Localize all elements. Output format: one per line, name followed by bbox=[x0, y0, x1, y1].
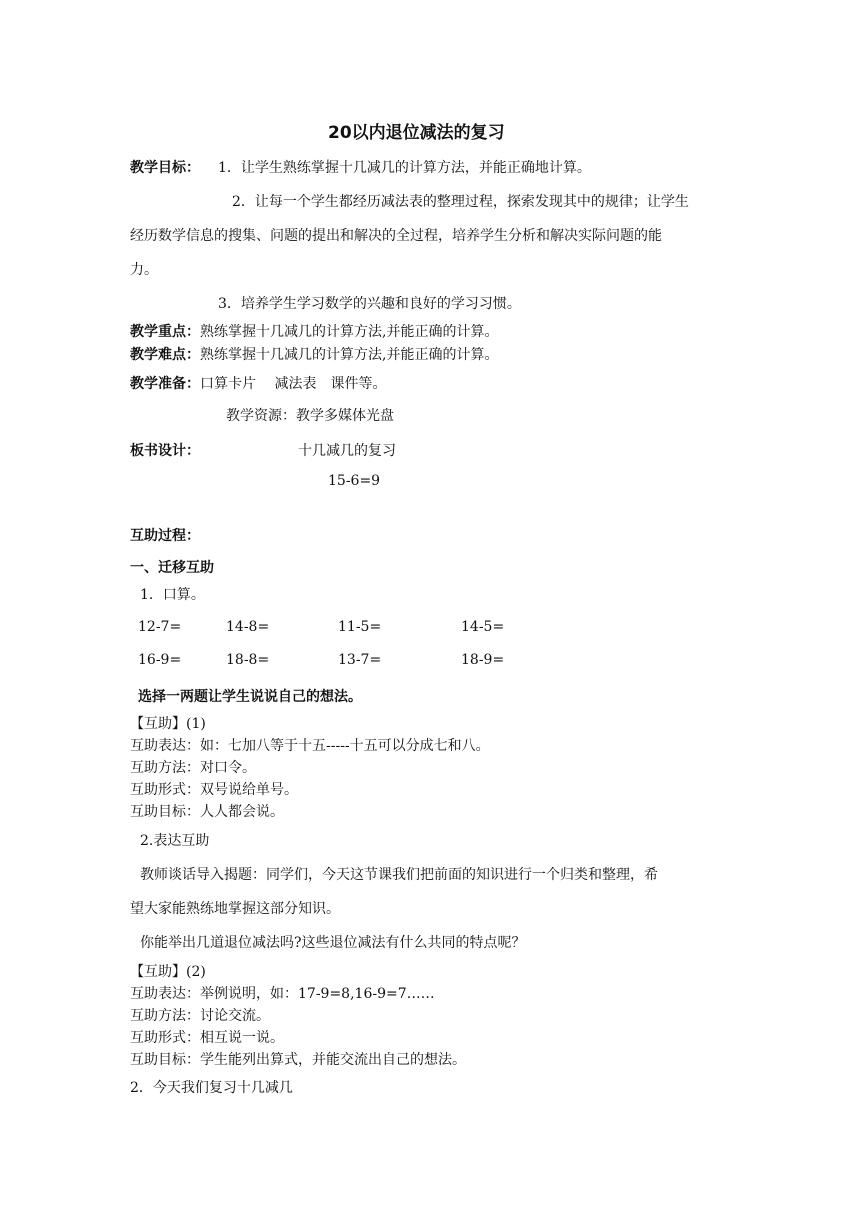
difficulty-line bbox=[130, 344, 498, 364]
board-label: 板书设计： bbox=[130, 443, 200, 459]
help-2-label: 【互助】(2) bbox=[130, 964, 206, 980]
objective-1: 1．让学生熟练掌握十几减几的计算方法，并能正确地计算。 bbox=[218, 160, 591, 176]
help-1-form: 互助形式：双号说给单号。 bbox=[130, 782, 298, 798]
help-1-label: 【互助】(1) bbox=[130, 716, 206, 732]
calc-item: 18-8= bbox=[226, 652, 270, 668]
board-example: 15-6=9 bbox=[328, 473, 381, 489]
help-1-method: 互助方法：对口令。 bbox=[130, 760, 256, 776]
help-1-expression: 互助表达：如：七加八等于十五-----十五可以分成七和八。 bbox=[130, 738, 490, 754]
help-2-method: 互助方法：讨论交流。 bbox=[130, 1008, 270, 1024]
calc-item: 14-5= bbox=[461, 619, 505, 635]
oral-calc-heading: 1．口算。 bbox=[140, 587, 205, 603]
key-point-line bbox=[130, 321, 498, 341]
key-point-label: 教学重点： bbox=[130, 324, 200, 340]
document-title: 20以内退位减法的复习 bbox=[328, 123, 505, 143]
objectives-label: 教学目标： bbox=[130, 160, 200, 176]
board-title: 十几减几的复习 bbox=[298, 443, 396, 459]
paragraph-1-line-2: 望大家能熟练地掌握这部分知识。 bbox=[130, 901, 340, 917]
calc-item: 18-9= bbox=[461, 652, 505, 668]
resources-line: 教学资源：教学多媒体光盘 bbox=[226, 408, 394, 424]
help-2-expression: 互助表达：举例说明，如：17-9=8,16-9=7…… bbox=[130, 986, 435, 1002]
review-heading: 2．今天我们复习十几减几 bbox=[130, 1080, 293, 1096]
objective-2-line-3: 力。 bbox=[130, 262, 158, 278]
help-1-goal: 互助目标：人人都会说。 bbox=[130, 804, 284, 820]
calc-item: 11-5= bbox=[338, 619, 382, 635]
instruction-line: 选择一两题让学生说说自己的想法。 bbox=[138, 689, 362, 705]
preparation-line bbox=[130, 373, 386, 393]
objective-2-line-2: 经历数学信息的搜集、问题的提出和解决的全过程，培养学生分析和解决实际问题的能 bbox=[130, 228, 662, 244]
paragraph-2: 你能举出几道退位减法吗?这些退位减法有什么共同的特点呢？ bbox=[140, 935, 526, 951]
paragraph-1-line-1: 教师谈话导入揭题：同学们，今天这节课我们把前面的知识进行一个归类和整理，希 bbox=[140, 867, 658, 883]
calc-item: 13-7= bbox=[338, 652, 382, 668]
objective-3: 3．培养学生学习数学的兴趣和良好的学习习惯。 bbox=[218, 296, 521, 312]
help-2-form: 互助形式：相互说一说。 bbox=[130, 1030, 284, 1046]
preparation-label: 教学准备： bbox=[130, 376, 200, 392]
calc-item: 12-7= bbox=[138, 619, 182, 635]
difficulty-label: 教学难点： bbox=[130, 347, 200, 363]
calc-item: 16-9= bbox=[138, 652, 182, 668]
express-help-heading: 2.表达互助 bbox=[140, 833, 210, 849]
calc-item: 14-8= bbox=[226, 619, 270, 635]
help-2-goal: 互助目标：学生能列出算式，并能交流出自己的想法。 bbox=[130, 1052, 466, 1068]
section-1-heading: 一、迁移互助 bbox=[130, 560, 214, 576]
process-heading: 互助过程： bbox=[130, 528, 200, 544]
key-point-text: 熟练掌握十几减几的计算方法,并能正确的计算。 bbox=[200, 324, 499, 340]
difficulty-text: 熟练掌握十几减几的计算方法,并能正确的计算。 bbox=[200, 347, 499, 363]
objective-2-line-1: 2．让每一个学生都经历减法表的整理过程，探索发现其中的规律；让学生 bbox=[232, 194, 689, 210]
preparation-text: 口算卡片 减法表 课件等。 bbox=[200, 376, 387, 392]
